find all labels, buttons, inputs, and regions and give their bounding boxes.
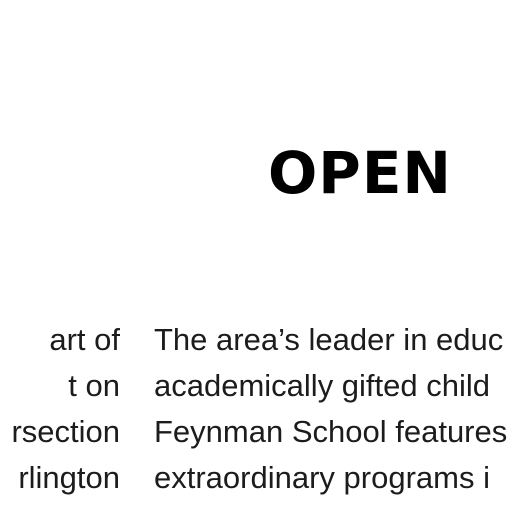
right-text-column xyxy=(154,317,507,501)
right-text-line: academically gifted child xyxy=(154,368,491,403)
left-text-line: art of xyxy=(49,322,120,357)
left-text-line: rsection xyxy=(11,414,120,449)
left-text-column xyxy=(0,317,120,501)
left-text-line: t on xyxy=(68,368,120,403)
open-heading: OPEN xyxy=(268,139,452,207)
right-text-line: Feynman School features xyxy=(154,414,508,449)
right-text-line: extraordinary programs i xyxy=(154,460,490,495)
right-text-line: The area’s leader in educ xyxy=(154,322,504,357)
left-text-line: rlington xyxy=(18,460,120,495)
